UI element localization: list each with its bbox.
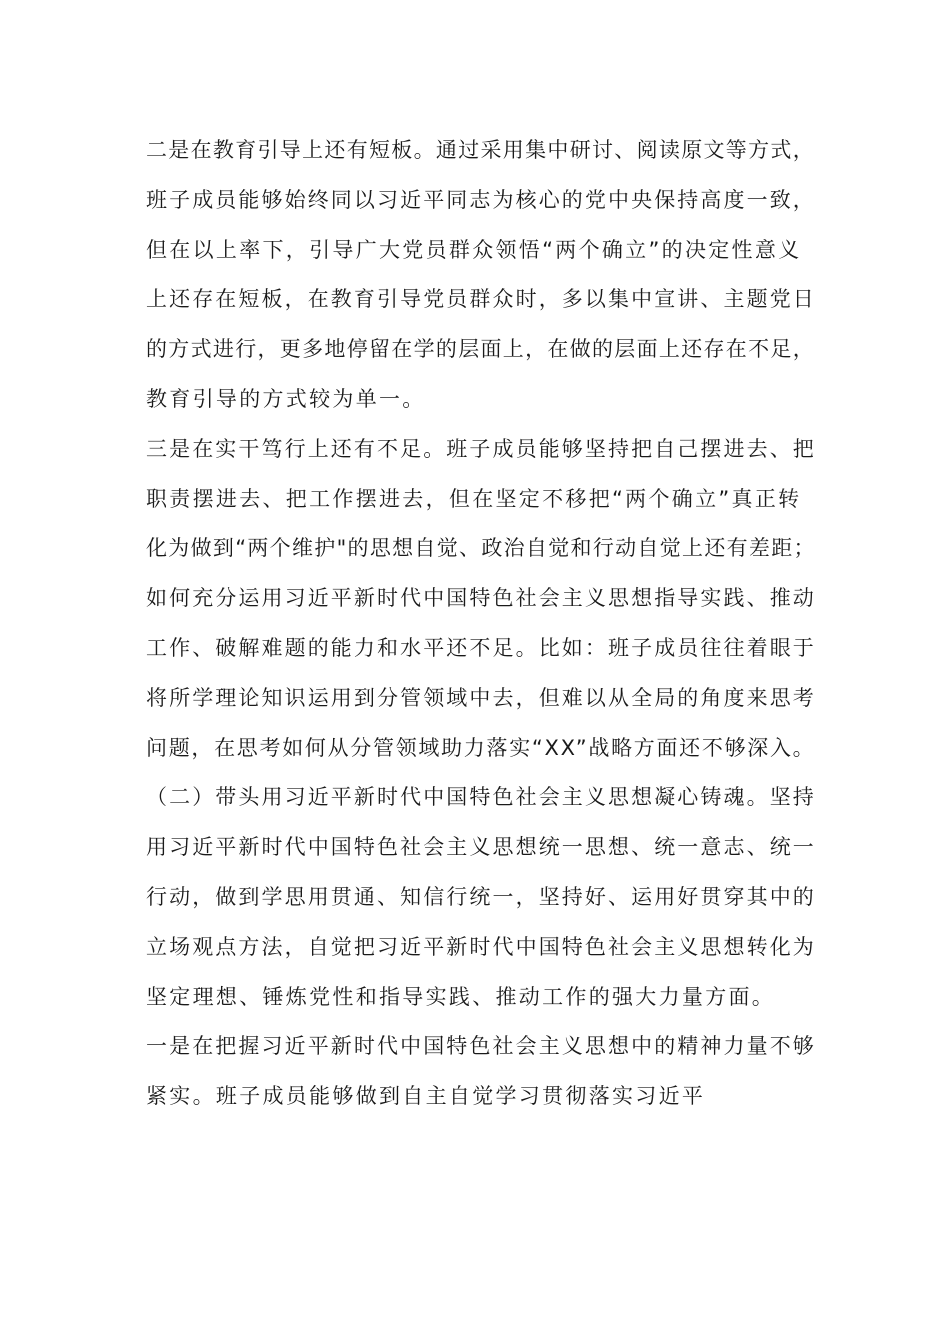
- text-line: 化为做到“两个维护"的思想自觉、政治自觉和行动自觉上还有差距；: [146, 536, 816, 561]
- text-line: 三是在实干笃行上还有不足。班子成员能够坚持把自己摆进去、把: [146, 436, 816, 461]
- text-line: 工作、破解难题的能力和水平还不足。比如：班子成员往往着眼于: [146, 635, 816, 660]
- body-text: [146, 130, 816, 1126]
- text-line: 坚定理想、锤炼党性和指导实践、推动工作的强大力量方面。: [146, 984, 776, 1009]
- text-line: 二是在教育引导上还有短板。通过采用集中研讨、阅读原文等方式，: [146, 138, 815, 162]
- text-line: 用习近平新时代中国特色社会主义思想统一思想、统一意志、统一: [146, 835, 816, 860]
- text-line: 上还存在短板，在教育引导党员群众时，多以集中宣讲、主题党日: [146, 287, 816, 312]
- text-line: 教育引导的方式较为单一。: [146, 386, 426, 411]
- text-line: 行动，做到学思用贯通、知信行统一，坚持好、运用好贯穿其中的: [146, 884, 816, 909]
- text-line: 立场观点方法，自觉把习近平新时代中国特色社会主义思想转化为: [146, 934, 816, 959]
- text-line: 职责摆进去、把工作摆进去，但在坚定不移把“两个确立”真正转: [146, 486, 802, 511]
- text-line: 如何充分运用习近平新时代中国特色社会主义思想指导实践、推动: [146, 586, 816, 611]
- text-line: 但在以上率下，引导广大党员群众领悟“两个确立”的决定性意义: [146, 237, 802, 262]
- text-line: 一是在把握习近平新时代中国特色社会主义思想中的精神力量不够: [146, 1034, 816, 1059]
- section-heading: （二）带头用习近平新时代中国特色社会主义思想凝心铸魂。坚持: [146, 785, 816, 810]
- text-line: 紧实。班子成员能够做到自主自觉学习贯彻落实习近平: [146, 1084, 706, 1109]
- text-line: 的方式进行，更多地停留在学的层面上，在做的层面上还存在不足，: [146, 337, 815, 362]
- text-line: 将所学理论知识运用到分管领域中去，但难以从全局的角度来思考: [146, 685, 816, 710]
- text-line: 班子成员能够始终同以习近平同志为核心的党中央保持高度一致，: [146, 187, 816, 212]
- text-line: 问题，在思考如何从分管领域助力落实“XX”战略方面还不够深入。: [146, 735, 816, 760]
